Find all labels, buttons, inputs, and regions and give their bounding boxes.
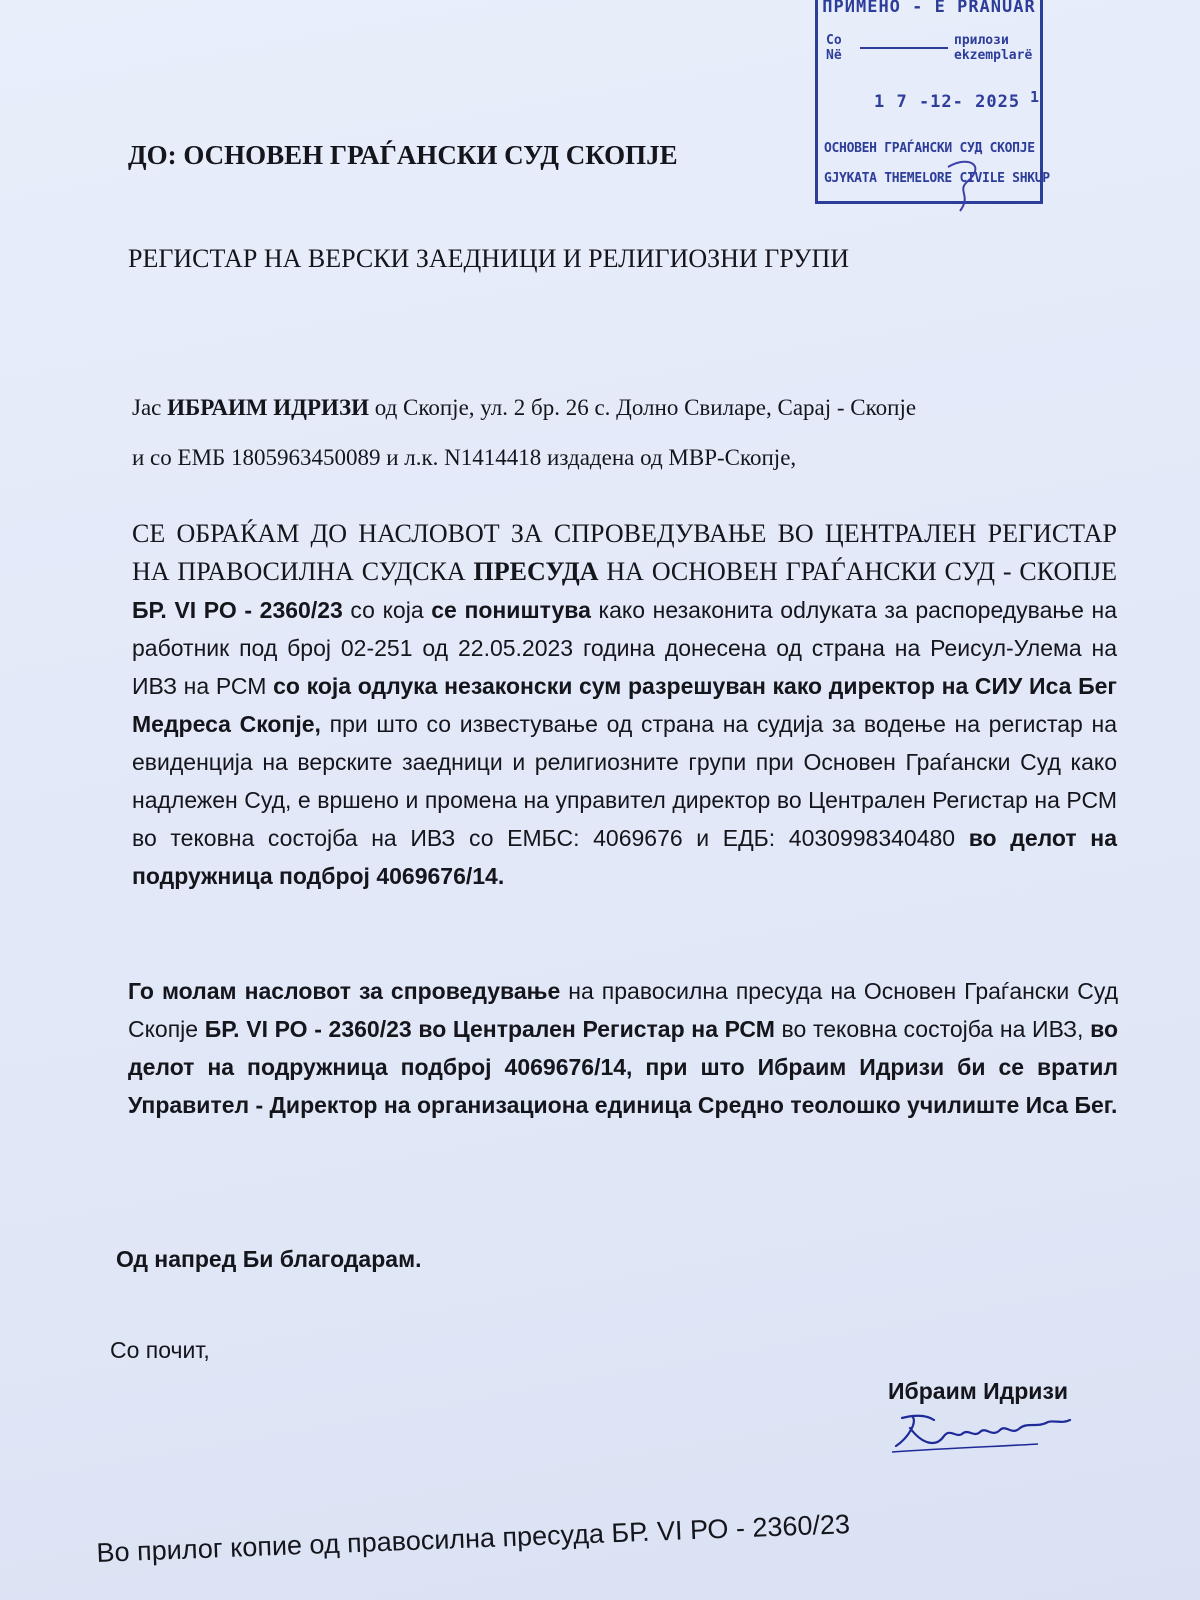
p1-bold-4: со која одлука незаконски сум разрешуван како директор на СИУ Иса Бег Медреса Скопје, <box>132 673 1118 737</box>
stamp-number: 1 <box>1030 88 1040 106</box>
stamp-ne-label: Në <box>826 48 842 63</box>
stamp-court-sq: GJYKATA THEMELORE CIVILE SHKUP <box>824 171 1050 186</box>
p1-text-3: со која <box>342 597 432 623</box>
intro-paragraph <box>132 383 1047 483</box>
stamp-blank-line <box>860 47 948 49</box>
stamp-prilozi <box>954 33 1032 63</box>
received-stamp <box>815 0 1050 204</box>
p2-bold-1: Го молам насловот за спроведување <box>128 978 561 1004</box>
p2-text-2: во тековна состојба на ИВЗ, <box>774 1016 1091 1042</box>
p1-bold-1: ПРЕСУДА <box>473 557 599 586</box>
p2-bold-2: БР. VI РО - 2360/23 во Централен Регистар на РСМ <box>204 1016 775 1042</box>
attachment-note: Во прилог копие од правосилна пресуда БР. VI РО - 2360/23 <box>96 1509 851 1568</box>
addressee-heading: ДО: ОСНОВЕН ГРАЃАНСКИ СУД СКОПЈЕ <box>128 140 678 170</box>
intro-prefix: Јас <box>132 395 168 420</box>
thanks-line: Од напред Би благодарам. <box>116 1246 422 1272</box>
p1-text-1: СЕ ОБРАЌАМ ДО НАСЛОВОТ ЗА СПРОВЕДУВАЊЕ ВО ЦЕНТРАЛЕН РЕГИСТАР НА ПРАВОСИЛНА СУДСКА <box>132 519 1117 586</box>
petition-paragraph <box>128 972 1118 1124</box>
p1-text-5: при што со известување од страна на судија за водење на регистар на евиденција на верските заедници и религиозните групи при Основен Граѓански Суд како надлежен Суд, е вршено и промена на управител директор во Централен Регистар на РСМ во тековна состојба на ИВЗ со ЕМБС: 4069676 и ЕДБ: 4030998340480 <box>132 711 1117 851</box>
stamp-prilozi-label: прилози <box>954 33 1009 48</box>
regards-line: Со почит, <box>110 1337 210 1363</box>
request-paragraph <box>132 515 1117 895</box>
intro-address: од Скопје, ул. 2 бр. 26 с. Долно Свиларе, Сарај - Скопје <box>368 395 917 420</box>
applicant-name: ИБРАИМ ИДРИЗИ <box>167 395 369 420</box>
p2-bold-3: во делот на подружница подброј 4069676/14, при што Ибраим Идризи би се вратил Управител - Директор на организациона единица Средно теолошко училиште Иса Бег. <box>128 1016 1118 1118</box>
p2-text-1: на правосилна пресуда на Основен Граѓански Суд Скопје <box>128 978 1118 1042</box>
stamp-court-mk: ОСНОВЕН ГРАЃАНСКИ СУД СКОПЈЕ <box>824 141 1035 156</box>
p1-bold-3: се поништува <box>431 597 591 623</box>
p1-bold-5: во делот на подружница подброј 4069676/14. <box>132 825 1117 889</box>
p1-text-4: како незаконита odлуката за распоредување на работник под број 02-251 од 22.05.2023 година донесена од страна на Реисул-Улема на ИВЗ на РСМ <box>132 597 1118 699</box>
signer-name: Ибраим Идризи <box>888 1378 1069 1404</box>
stamp-title: ПРИМЕНО - E PRANUAR <box>822 0 1036 17</box>
handwritten-signature <box>888 1408 1078 1456</box>
registry-heading: РЕГИСТАР НА ВЕРСКИ ЗАЕДНИЦИ И РЕЛИГИОЗНИ ГРУПИ <box>128 244 850 273</box>
stamp-co-label: Со <box>826 33 842 48</box>
p1-bold-2: БР. VI РО - 2360/23 <box>132 597 343 623</box>
stamp-ekzemplare-label: ekzemplarë <box>954 48 1033 63</box>
stamp-initial-scribble <box>938 155 998 215</box>
stamp-date: 1 7 -12- 2025 <box>874 92 1021 112</box>
stamp-co-ne <box>826 33 842 63</box>
intro-ids: и со ЕМБ 1805963450089 и л.к. N1414418 издадена од МВР-Скопје, <box>132 445 797 470</box>
p1-text-2: НА ОСНОВЕН ГРАЃАНСКИ СУД - СКОПЈЕ <box>598 557 1117 586</box>
